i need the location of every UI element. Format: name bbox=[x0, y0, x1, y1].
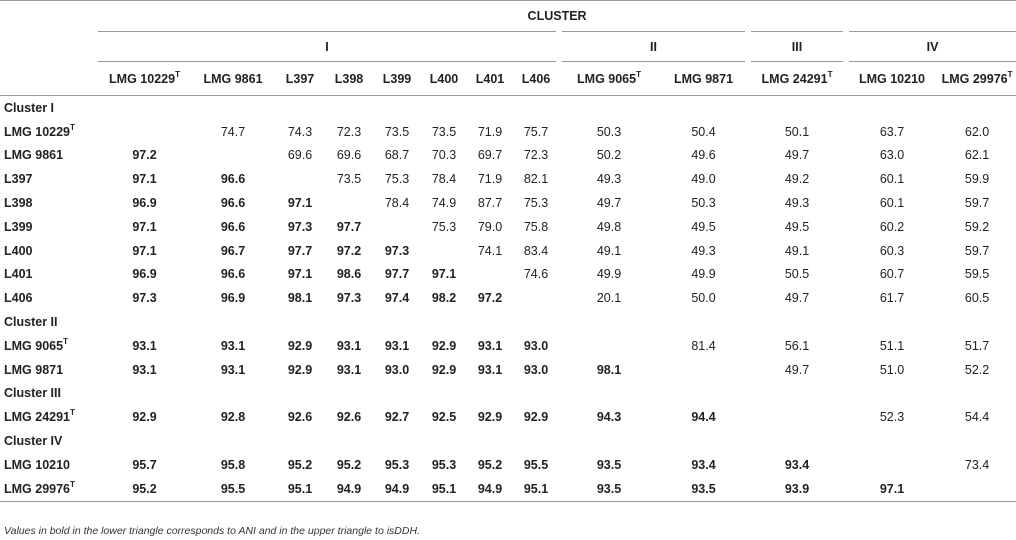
row-label bbox=[0, 358, 98, 382]
type-strain-marker: T bbox=[827, 69, 833, 79]
column-header bbox=[748, 62, 846, 96]
table-cell: 50.4 bbox=[691, 124, 716, 139]
table-cell: 73.5 bbox=[384, 124, 410, 139]
table-cell: 49.3 bbox=[784, 196, 810, 211]
table-cell bbox=[938, 477, 1016, 501]
table-cell: 74.7 bbox=[220, 124, 246, 139]
table-cell: 96.9 bbox=[220, 291, 246, 306]
table-cell bbox=[513, 286, 559, 310]
table-cell bbox=[191, 144, 275, 168]
table-cell: 79.0 bbox=[477, 219, 503, 234]
row-label bbox=[0, 263, 98, 287]
table-cell: 97.3 bbox=[336, 291, 362, 306]
row-label-text: L397 bbox=[4, 172, 33, 187]
table-cell: 50.2 bbox=[596, 148, 622, 163]
table-cell bbox=[559, 334, 659, 358]
row-label-text: LMG 10229 bbox=[4, 124, 71, 139]
type-strain-marker: T bbox=[636, 69, 641, 79]
table-row bbox=[0, 167, 1016, 191]
table-cell: 72.3 bbox=[336, 124, 362, 139]
table-cell: 49.8 bbox=[596, 219, 622, 234]
table-cell: 97.7 bbox=[287, 243, 313, 258]
column-header-label: LMG 29976 bbox=[941, 71, 1008, 86]
table-cell: 49.9 bbox=[596, 267, 622, 282]
table-cell: 93.1 bbox=[477, 338, 503, 353]
table-cell: 56.1 bbox=[784, 338, 810, 353]
column-header-label: LMG 10210 bbox=[858, 71, 925, 86]
table-cell: 95.2 bbox=[477, 457, 503, 472]
row-label bbox=[0, 405, 98, 429]
table-cell: 59.5 bbox=[964, 267, 990, 282]
table-cell: 93.5 bbox=[596, 457, 622, 472]
table-cell: 75.3 bbox=[384, 172, 410, 187]
table-cell: 98.6 bbox=[336, 267, 362, 282]
group-label-ii: II bbox=[559, 32, 748, 62]
table-cell: 59.7 bbox=[964, 243, 990, 258]
table-cell: 54.4 bbox=[964, 410, 990, 425]
table-cell: 50.3 bbox=[691, 196, 716, 211]
column-header bbox=[98, 62, 191, 96]
table-cell: 52.2 bbox=[964, 362, 990, 377]
table-cell: 97.2 bbox=[477, 291, 503, 306]
table-cell: 71.9 bbox=[477, 172, 503, 187]
section-title: Cluster II bbox=[4, 315, 58, 330]
table-cell: 97.1 bbox=[132, 219, 157, 234]
group-label-iii: III bbox=[748, 32, 846, 62]
table-row bbox=[0, 358, 1016, 382]
table-cell: 73.5 bbox=[431, 124, 457, 139]
table-row bbox=[0, 120, 1016, 144]
table-cell: 97.1 bbox=[846, 477, 938, 501]
section-title: Cluster III bbox=[4, 386, 61, 401]
row-label-text: LMG 10210 bbox=[4, 457, 71, 472]
column-header bbox=[513, 62, 559, 96]
table-cell: 60.7 bbox=[879, 267, 905, 282]
table-cell: 49.3 bbox=[691, 243, 716, 258]
table-cell: 92.6 bbox=[336, 410, 362, 425]
table-cell: 51.7 bbox=[964, 338, 990, 353]
table-cell: 95.2 bbox=[336, 457, 362, 472]
table-cell: 49.1 bbox=[596, 243, 622, 258]
row-label bbox=[0, 144, 98, 168]
type-strain-marker: T bbox=[70, 408, 75, 418]
table-cell: 95.2 bbox=[98, 477, 191, 501]
table-cell: 63.7 bbox=[879, 124, 905, 139]
table-cell: 92.9 bbox=[287, 362, 313, 377]
type-strain-marker: T bbox=[175, 69, 180, 79]
column-header-label: L400 bbox=[429, 71, 459, 86]
table-cell bbox=[373, 215, 421, 239]
table-cell: 96.6 bbox=[220, 172, 246, 187]
table-cell: 69.6 bbox=[336, 148, 362, 163]
column-header bbox=[467, 62, 513, 96]
row-label-text: L399 bbox=[4, 219, 33, 234]
type-strain-marker: T bbox=[1007, 69, 1013, 79]
table-cell: 60.1 bbox=[879, 172, 905, 187]
table-cell: 93.5 bbox=[659, 477, 748, 501]
table-cell: 73.4 bbox=[964, 457, 990, 472]
column-header-label: L397 bbox=[285, 71, 315, 86]
table-cell: 49.5 bbox=[691, 219, 716, 234]
table-cell: 63.0 bbox=[879, 148, 905, 163]
table-row bbox=[0, 477, 1016, 501]
section-title: Cluster IV bbox=[4, 434, 63, 449]
table-cell: 70.3 bbox=[431, 148, 457, 163]
table-cell: 97.3 bbox=[287, 219, 313, 234]
table-row bbox=[0, 239, 1016, 263]
table-cell: 81.4 bbox=[691, 338, 716, 353]
table-cell: 94.9 bbox=[325, 477, 373, 501]
table-cell: 94.9 bbox=[373, 477, 421, 501]
table-cell: 97.4 bbox=[384, 291, 410, 306]
row-label-text: L401 bbox=[4, 267, 33, 282]
table-cell: 93.0 bbox=[523, 338, 549, 353]
table-cell: 95.3 bbox=[384, 457, 410, 472]
table-cell: 92.9 bbox=[132, 410, 157, 425]
table-cell: 75.8 bbox=[523, 219, 549, 234]
table-cell: 93.1 bbox=[220, 338, 246, 353]
table-cell: 95.1 bbox=[421, 477, 467, 501]
row-label bbox=[0, 167, 98, 191]
table-cell: 61.7 bbox=[879, 291, 905, 306]
table-cell: 49.5 bbox=[784, 219, 810, 234]
table-cell: 97.1 bbox=[132, 243, 157, 258]
table-cell bbox=[846, 453, 938, 477]
table-cell: 93.0 bbox=[384, 362, 410, 377]
group-label-iv: IV bbox=[846, 32, 1016, 62]
table-cell: 97.1 bbox=[287, 267, 313, 282]
table-cell: 50.3 bbox=[596, 124, 622, 139]
table-row bbox=[0, 286, 1016, 310]
column-header bbox=[559, 62, 659, 96]
table-cell: 93.1 bbox=[336, 362, 362, 377]
table-cell: 72.3 bbox=[523, 148, 549, 163]
row-label-text: LMG 29976 bbox=[4, 481, 71, 496]
table-cell: 98.2 bbox=[431, 291, 457, 306]
table-cell: 49.2 bbox=[784, 172, 810, 187]
table-cell: 73.5 bbox=[336, 172, 362, 187]
type-strain-marker: T bbox=[63, 336, 68, 346]
table-cell: 74.3 bbox=[287, 124, 313, 139]
table-cell: 83.4 bbox=[523, 243, 549, 258]
table-cell: 92.8 bbox=[220, 410, 246, 425]
row-label bbox=[0, 215, 98, 239]
table-row bbox=[0, 405, 1016, 429]
column-header bbox=[191, 62, 275, 96]
table-row bbox=[0, 191, 1016, 215]
table-cell: 92.9 bbox=[477, 410, 503, 425]
table-cell: 96.6 bbox=[220, 267, 246, 282]
table-cell: 95.8 bbox=[220, 457, 246, 472]
row-label-text: L400 bbox=[4, 243, 33, 258]
table-cell: 92.6 bbox=[287, 410, 313, 425]
table-row bbox=[0, 334, 1016, 358]
table-row bbox=[0, 263, 1016, 287]
table-cell: 93.1 bbox=[220, 362, 246, 377]
table-cell: 92.9 bbox=[287, 338, 313, 353]
table-cell: 69.6 bbox=[287, 148, 313, 163]
table-cell: 20.1 bbox=[596, 291, 622, 306]
table-cell: 93.4 bbox=[784, 457, 810, 472]
table-cell: 95.1 bbox=[275, 477, 325, 501]
table-cell: 59.7 bbox=[964, 196, 990, 211]
table-cell bbox=[98, 120, 191, 144]
table-cell: 75.3 bbox=[431, 219, 457, 234]
section-title: Cluster I bbox=[4, 100, 55, 115]
table-row bbox=[0, 144, 1016, 168]
row-label bbox=[0, 453, 98, 477]
table-cell: 94.3 bbox=[596, 410, 622, 425]
row-label bbox=[0, 477, 98, 501]
table-cell: 95.2 bbox=[287, 457, 313, 472]
table-cell: 49.9 bbox=[691, 267, 716, 282]
column-header-label: LMG 9861 bbox=[203, 71, 263, 86]
row-label-text: L398 bbox=[4, 196, 33, 211]
column-header bbox=[373, 62, 421, 96]
table-cell: 60.3 bbox=[879, 243, 905, 258]
table-cell: 93.1 bbox=[132, 362, 157, 377]
table-cell: 95.3 bbox=[431, 457, 457, 472]
group-label-i: I bbox=[98, 32, 559, 62]
table-cell: 96.9 bbox=[132, 196, 157, 211]
table-footnote: Values in bold in the lower triangle corresponds to ANI and in the upper triangle to isDDH. bbox=[4, 525, 420, 537]
table-cell: 93.1 bbox=[336, 338, 362, 353]
column-header bbox=[421, 62, 467, 96]
row-label-text: LMG 9871 bbox=[4, 362, 64, 377]
table-cell: 92.9 bbox=[431, 338, 457, 353]
table-cell: 75.3 bbox=[523, 196, 549, 211]
row-label-text: LMG 9861 bbox=[4, 148, 64, 163]
row-label-text: LMG 24291 bbox=[4, 410, 71, 425]
table-cell: 97.1 bbox=[287, 196, 313, 211]
table-cell: 94.4 bbox=[691, 410, 716, 425]
table-cell: 49.1 bbox=[784, 243, 810, 258]
table-cell: 62.0 bbox=[964, 124, 990, 139]
table-cell bbox=[748, 405, 846, 429]
table-cell: 98.1 bbox=[287, 291, 313, 306]
table-cell: 93.0 bbox=[523, 362, 549, 377]
table-cell: 97.2 bbox=[132, 148, 157, 163]
table-cell: 78.4 bbox=[431, 172, 457, 187]
table-cell: 92.9 bbox=[523, 410, 549, 425]
table-cell: 59.2 bbox=[964, 219, 990, 234]
table-cell: 93.1 bbox=[384, 338, 410, 353]
table-cell: 92.5 bbox=[431, 410, 457, 425]
table-cell: 49.0 bbox=[691, 172, 716, 187]
table-cell: 51.1 bbox=[879, 338, 905, 353]
table-cell: 68.7 bbox=[384, 148, 410, 163]
table-cell: 75.7 bbox=[523, 124, 549, 139]
row-label-text: LMG 9065 bbox=[4, 338, 64, 353]
table-cell: 59.9 bbox=[964, 172, 990, 187]
type-strain-marker: T bbox=[70, 479, 75, 489]
table-cell: 52.3 bbox=[879, 410, 905, 425]
table-cell: 93.1 bbox=[132, 338, 157, 353]
table-cell: 94.9 bbox=[467, 477, 513, 501]
column-header-label: L401 bbox=[475, 71, 505, 86]
table-cell: 71.9 bbox=[477, 124, 503, 139]
table-cell: 92.7 bbox=[384, 410, 410, 425]
table-cell: 82.1 bbox=[523, 172, 549, 187]
table-cell: 96.6 bbox=[220, 196, 246, 211]
table-row bbox=[0, 215, 1016, 239]
table-cell: 62.1 bbox=[964, 148, 990, 163]
table-cell bbox=[421, 239, 467, 263]
table-cell: 95.5 bbox=[523, 457, 549, 472]
table-cell: 50.5 bbox=[784, 267, 810, 282]
table-cell: 74.9 bbox=[431, 196, 457, 211]
table-cell bbox=[659, 358, 748, 382]
table-cell: 74.1 bbox=[477, 243, 503, 258]
column-header-label: L398 bbox=[334, 71, 364, 86]
table-cell: 95.5 bbox=[191, 477, 275, 501]
table-cell: 50.1 bbox=[784, 124, 810, 139]
column-header-label: LMG 10229 bbox=[109, 71, 176, 86]
table-cell: 60.5 bbox=[964, 291, 990, 306]
table-cell: 95.1 bbox=[513, 477, 559, 501]
row-label bbox=[0, 239, 98, 263]
column-header bbox=[659, 62, 748, 96]
row-label-text: L406 bbox=[4, 291, 33, 306]
table-cell bbox=[325, 191, 373, 215]
cluster-header: CLUSTER bbox=[98, 1, 1016, 32]
table-cell: 93.9 bbox=[748, 477, 846, 501]
table-cell: 93.5 bbox=[559, 477, 659, 501]
column-header-label: LMG 24291 bbox=[761, 71, 828, 86]
table-cell: 60.2 bbox=[879, 219, 905, 234]
table-cell: 49.3 bbox=[596, 172, 622, 187]
table-cell: 97.7 bbox=[384, 267, 410, 282]
type-strain-marker: T bbox=[70, 122, 75, 132]
table-cell: 97.3 bbox=[384, 243, 410, 258]
table-cell: 49.7 bbox=[784, 148, 810, 163]
table-cell: 96.7 bbox=[220, 243, 246, 258]
row-label bbox=[0, 191, 98, 215]
table-cell: 50.0 bbox=[691, 291, 716, 306]
table-cell: 74.6 bbox=[523, 267, 549, 282]
column-header-label: LMG 9871 bbox=[673, 71, 734, 86]
table-cell: 97.1 bbox=[431, 267, 457, 282]
table-cell: 60.1 bbox=[879, 196, 905, 211]
row-label bbox=[0, 334, 98, 358]
column-header-label: L399 bbox=[382, 71, 412, 86]
table-cell bbox=[467, 263, 513, 287]
column-header bbox=[325, 62, 373, 96]
column-header-label: LMG 9065 bbox=[577, 71, 637, 86]
table-cell: 49.7 bbox=[596, 196, 622, 211]
column-header bbox=[938, 62, 1016, 96]
column-header bbox=[846, 62, 938, 96]
table-cell: 97.1 bbox=[132, 172, 157, 187]
table-cell: 96.6 bbox=[220, 219, 246, 234]
table-cell: 49.6 bbox=[691, 148, 716, 163]
table-cell: 96.9 bbox=[132, 267, 157, 282]
table-cell: 93.1 bbox=[477, 362, 503, 377]
table-cell: 49.7 bbox=[784, 291, 810, 306]
column-header-label: L406 bbox=[521, 71, 551, 86]
row-label bbox=[0, 286, 98, 310]
table-cell: 87.7 bbox=[477, 196, 503, 211]
table-cell: 92.9 bbox=[431, 362, 457, 377]
table-cell: 93.4 bbox=[691, 457, 716, 472]
row-label bbox=[0, 120, 98, 144]
table-cell: 51.0 bbox=[879, 362, 905, 377]
table-cell bbox=[275, 167, 325, 191]
table-cell: 97.3 bbox=[132, 291, 157, 306]
table-cell: 97.7 bbox=[336, 219, 362, 234]
table-row bbox=[0, 453, 1016, 477]
table-cell: 98.1 bbox=[596, 362, 622, 377]
table-cell: 49.7 bbox=[784, 362, 810, 377]
table-cell: 95.7 bbox=[132, 457, 157, 472]
table-cell: 78.4 bbox=[384, 196, 410, 211]
column-header bbox=[275, 62, 325, 96]
table-cell: 69.7 bbox=[477, 148, 503, 163]
table-cell: 97.2 bbox=[336, 243, 362, 258]
